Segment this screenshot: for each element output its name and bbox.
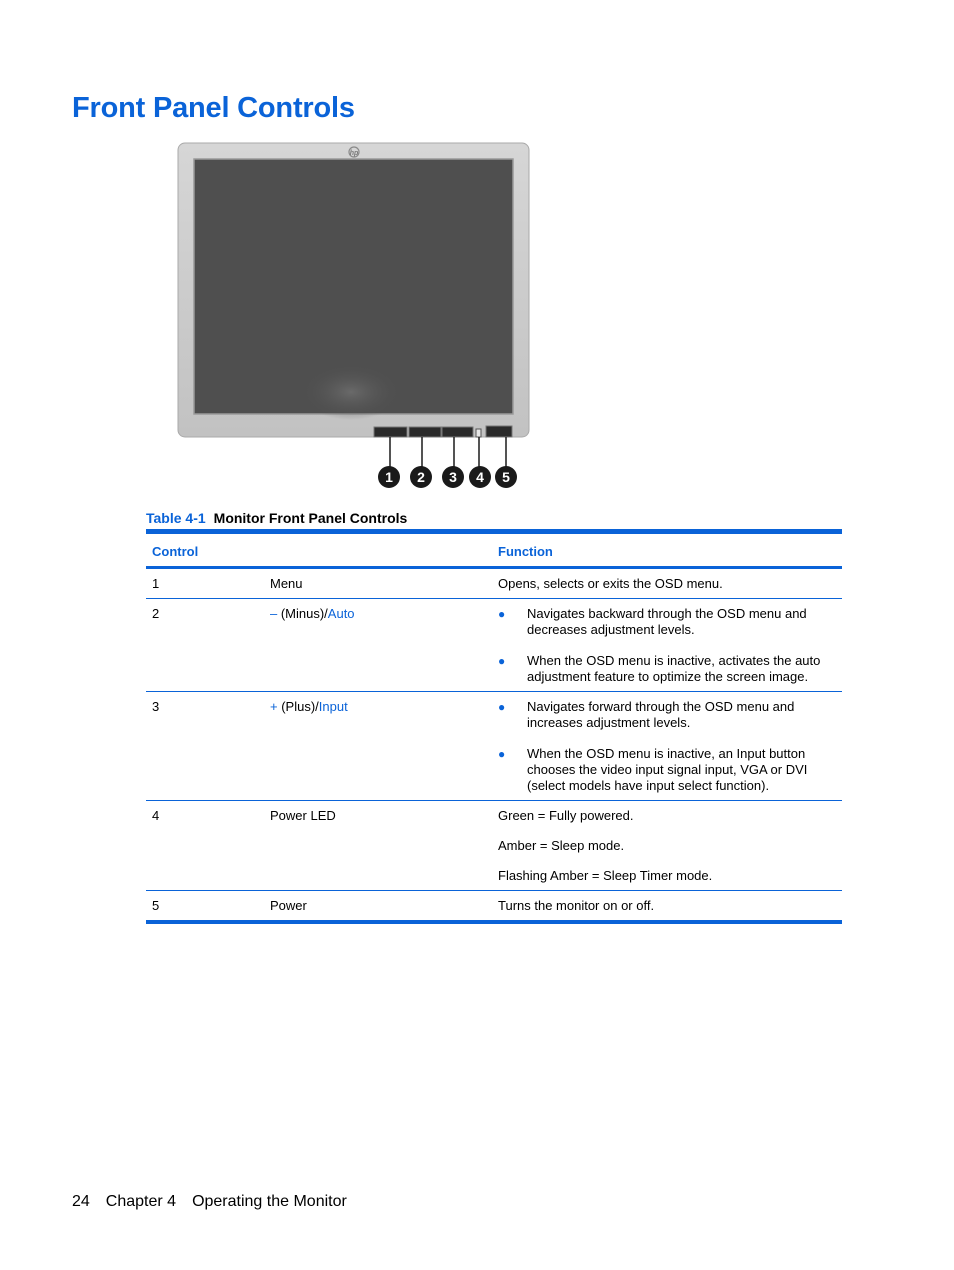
row-function	[492, 599, 842, 692]
power-button-graphic	[486, 426, 512, 437]
list-item: ● Navigates backward through the OSD menu and decreases adjustment levels.	[498, 606, 807, 637]
power-led-graphic	[476, 429, 481, 437]
minus-symbol: –	[270, 606, 278, 621]
table-row	[146, 692, 842, 801]
chapter-label: Chapter 4	[105, 1193, 177, 1210]
table-row	[146, 891, 842, 923]
bullet-icon: ●	[498, 700, 506, 714]
bullet-icon: ●	[498, 654, 506, 668]
row-control	[264, 692, 492, 801]
callout-2-label: 2	[417, 469, 425, 485]
plus-button-graphic	[442, 427, 473, 437]
header-control: Control	[152, 544, 199, 559]
row-number: 4	[152, 808, 160, 823]
svg-text:hp: hp	[349, 150, 359, 157]
header-function: Function	[498, 544, 553, 559]
row-function: Opens, selects or exits the OSD menu.	[498, 576, 723, 591]
monitor-illustration	[176, 142, 532, 492]
minus-button-graphic	[409, 427, 441, 437]
table-row	[146, 568, 842, 599]
screen-glare	[301, 364, 401, 420]
function-line: Green = Fully powered.	[498, 808, 634, 823]
table-caption-number: Table 4-1	[146, 510, 206, 526]
row-function	[492, 692, 842, 801]
controls-table	[146, 529, 842, 924]
menu-button-graphic	[374, 427, 407, 437]
chapter-title: Operating the Monitor	[192, 1193, 347, 1210]
table-caption-title: Monitor Front Panel Controls	[213, 510, 408, 526]
page-title: Front Panel Controls	[72, 92, 355, 124]
bullet-icon: ●	[498, 607, 506, 621]
row-number: 2	[152, 606, 160, 621]
table-header-row	[146, 532, 842, 568]
row-control: Menu	[270, 576, 303, 591]
row-control	[264, 599, 492, 692]
list-item: ● When the OSD menu is inactive, activates the auto adjustment feature to optimize the screen image.	[498, 653, 821, 684]
row-control: Power LED	[270, 808, 336, 823]
table-row	[146, 801, 842, 891]
monitor-figure	[176, 142, 532, 492]
plus-label: (Plus)/	[277, 699, 319, 714]
row-number: 3	[152, 699, 160, 714]
function-line: Amber = Sleep mode.	[498, 838, 625, 853]
callout-5-label: 5	[502, 469, 510, 485]
list-item: ● Navigates forward through the OSD menu and increases adjustment levels.	[498, 699, 795, 730]
row-control: Power	[270, 898, 307, 913]
table-caption	[146, 510, 407, 526]
list-item: ● When the OSD menu is inactive, an Input button chooses the video input signal input, VGA or DVI (select models have input select function).	[498, 746, 808, 793]
auto-link[interactable]: Auto	[327, 606, 355, 621]
plus-symbol: +	[270, 699, 278, 714]
callout-1-label: 1	[385, 469, 393, 485]
row-number: 1	[152, 576, 160, 591]
function-line: Flashing Amber = Sleep Timer mode.	[498, 868, 713, 883]
row-function	[492, 801, 842, 891]
page-footer	[72, 1193, 363, 1211]
callout-3-label: 3	[449, 469, 457, 485]
table-row	[146, 599, 842, 692]
row-number: 5	[152, 898, 160, 913]
minus-label: (Minus)/	[277, 606, 328, 621]
page-number: 24	[72, 1193, 90, 1210]
row-function: Turns the monitor on or off.	[498, 898, 655, 913]
bullet-icon: ●	[498, 747, 506, 761]
callout-4-label: 4	[476, 469, 484, 485]
input-link[interactable]: Input	[318, 699, 348, 714]
